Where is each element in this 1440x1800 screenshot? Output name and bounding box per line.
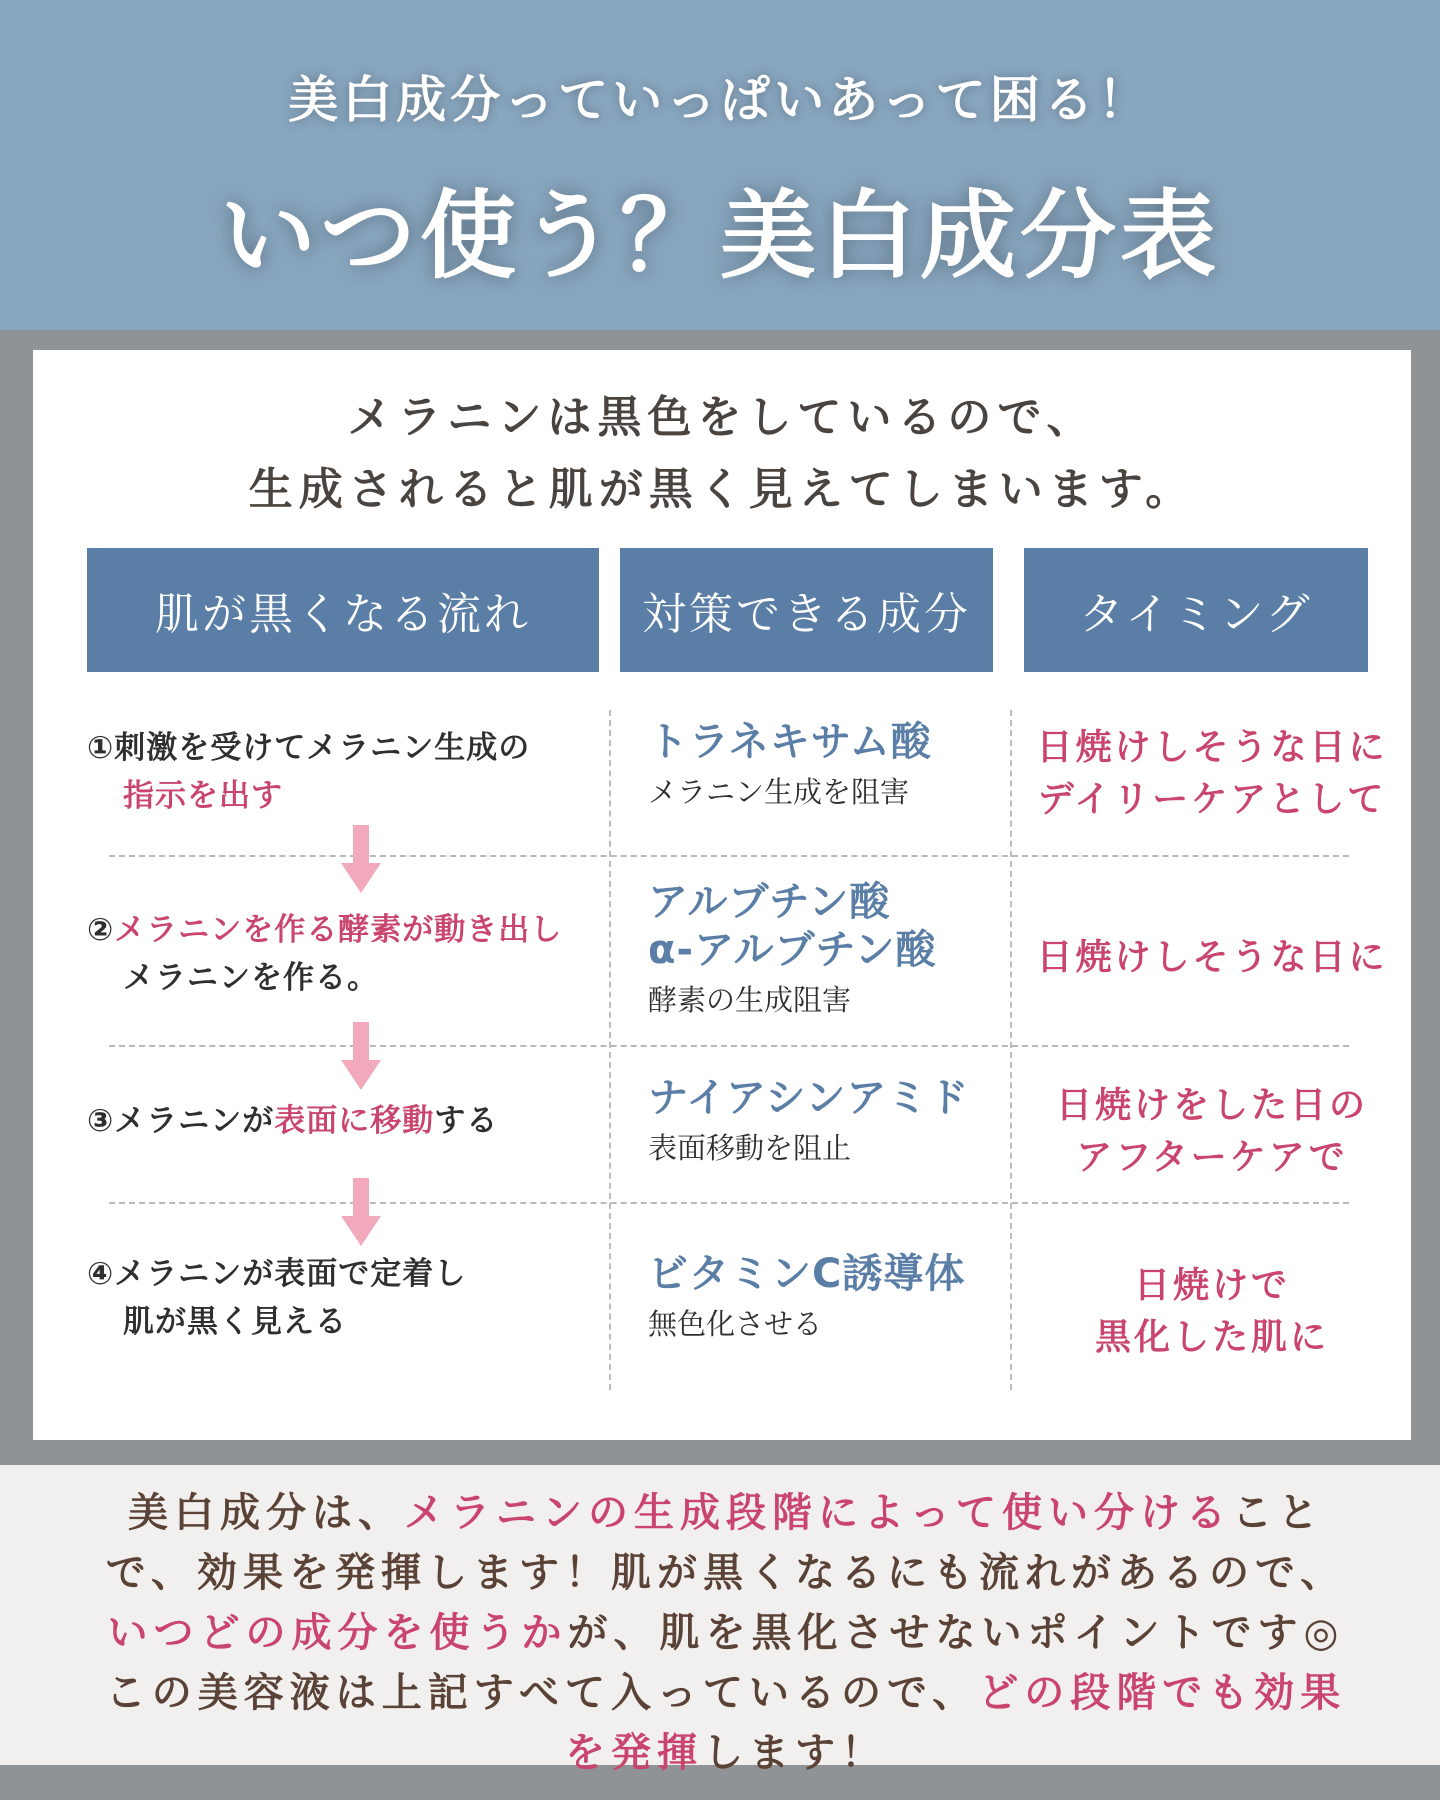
footer-text xyxy=(88,1483,1364,1783)
footer-text-part: します！ xyxy=(703,1730,887,1776)
ingredient-row-2 xyxy=(648,878,936,1022)
timing-row-4 xyxy=(1023,1260,1401,1364)
footer-highlight: いつどの成分を使うか xyxy=(107,1610,568,1656)
ingredient-desc: 表面移動を阻止 xyxy=(648,1131,852,1165)
flow-step-4-line2: 肌が黒く見える xyxy=(123,1304,347,1340)
flow-step-3 xyxy=(87,1097,498,1145)
timing-row-1 xyxy=(1023,722,1401,826)
ingredient-row-4 xyxy=(648,1250,965,1346)
flow-step-2-highlight: メラニンを作る酵素が動き出し xyxy=(114,912,563,948)
row-divider-3 xyxy=(109,1202,1349,1204)
flow-step-1-highlight: 指示を出す xyxy=(123,778,283,814)
timing-line: デイリーケアとして xyxy=(1037,779,1387,820)
ingredient-name: アルブチン酸 xyxy=(648,879,891,925)
down-arrow-icon xyxy=(341,1178,381,1248)
flow-step-2 xyxy=(87,906,562,1002)
timing-line: 日焼けしそうな日に xyxy=(1036,727,1388,768)
timing-line: 黒化した肌に xyxy=(1094,1317,1329,1358)
content-card xyxy=(33,350,1411,1440)
timing-row-2 xyxy=(1023,932,1401,984)
flow-step-3-highlight: 表面に移動 xyxy=(274,1103,435,1139)
ingredient-name: ナイアシンアミド xyxy=(648,1075,970,1121)
down-arrow-icon xyxy=(341,825,381,895)
ingredient-desc: 酵素の生成阻害 xyxy=(648,983,852,1017)
ingredient-row-3 xyxy=(648,1074,969,1170)
ingredient-desc: メラニン生成を阻害 xyxy=(648,775,910,809)
down-arrow-icon xyxy=(341,1022,381,1092)
page-title: いつ使う？美白成分表 xyxy=(220,180,1220,292)
column-divider-2 xyxy=(1010,710,1012,1390)
column-header-timing: タイミング xyxy=(1024,548,1368,672)
flow-step-4-line1: ④メラニンが表面で定着し xyxy=(87,1256,467,1292)
ingredient-name: トラネキサム酸 xyxy=(648,719,932,765)
flow-step-2-line2: メラニンを作る。 xyxy=(123,960,379,996)
timing-row-3 xyxy=(1023,1080,1401,1184)
row-divider-2 xyxy=(109,1045,1349,1047)
ingredient-desc: 無色化させる xyxy=(648,1307,823,1341)
header-banner xyxy=(0,0,1440,330)
timing-line: 日焼けをした日の xyxy=(1055,1085,1368,1126)
column-divider-1 xyxy=(609,710,611,1390)
flow-step-3-after: する xyxy=(434,1103,499,1139)
footer-text-part: ことで、効果を発揮します！肌が黒くなるにも流れがあるので、 xyxy=(105,1490,1347,1596)
intro-text xyxy=(33,382,1411,526)
footer-highlight: メラニンの生成段階によって使い分ける xyxy=(404,1490,1232,1536)
column-header-ingredient: 対策できる成分 xyxy=(620,548,993,672)
column-header-flow: 肌が黒くなる流れ xyxy=(87,548,599,672)
intro-line-1: メラニンは黒色をしているので、 xyxy=(347,392,1097,443)
timing-line: 日焼けで xyxy=(1133,1265,1290,1306)
footer-text-part: 美白成分は、 xyxy=(128,1490,404,1536)
flow-step-2-number: ② xyxy=(87,912,115,948)
flow-step-1-line1: ①刺激を受けてメラニン生成の xyxy=(87,730,531,766)
flow-step-1 xyxy=(87,724,530,820)
footer-highlight: どの段階でも効果を発揮 xyxy=(565,1670,1347,1776)
intro-line-2: 生成されると肌が黒く見えてしまいます。 xyxy=(248,464,1196,515)
flow-step-3-text: ③メラニンが xyxy=(87,1103,275,1139)
footer-text-part: が、肌を黒化させないポイントです◎この美容液は上記すべて入っているので、 xyxy=(105,1610,1345,1716)
ingredient-name: α-アルブチン酸 xyxy=(648,927,937,973)
footer-panel xyxy=(0,1465,1440,1776)
ingredient-row-1 xyxy=(648,718,932,814)
header-subtitle: 美白成分っていっぱいあって困る！ xyxy=(288,71,1152,129)
timing-line: アフターケアで xyxy=(1076,1137,1348,1178)
flow-step-4 xyxy=(87,1250,466,1346)
row-divider-1 xyxy=(109,855,1349,857)
timing-line: 日焼けしそうな日に xyxy=(1036,937,1388,978)
ingredient-name: ビタミンC誘導体 xyxy=(648,1251,966,1297)
